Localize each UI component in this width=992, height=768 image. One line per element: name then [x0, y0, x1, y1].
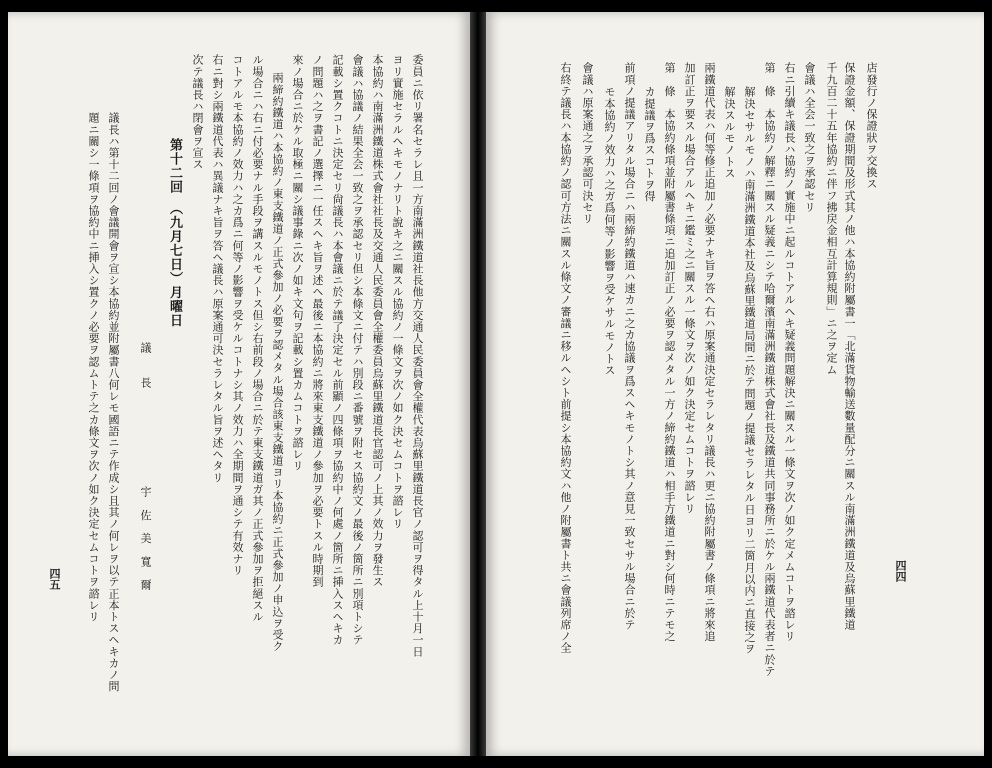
text-column: 次テ議長ハ閉會ヲ宣ス	[191, 54, 204, 170]
text-column: 千九百二十五年協約ニ伴フ拂戻金相互計算規則」ニ之ヲ定ム	[825, 62, 838, 376]
text-column: 解決スルモノトス	[723, 86, 736, 179]
page-number: 四五	[48, 568, 61, 590]
text-column: 右終テ議長ハ本協約ノ認可方法ニ關スル條文ノ審議ニ移ルヘシト前提シ本協約文ハ他ノ附屬書ト共ニ會議列席ノ全	[559, 62, 572, 654]
text-column: ヨリ實施セラルヘキモノナリト說キ之ニ關スル協約ノ一條文ヲ次ノ如ク決セムコトヲ諮レリ	[391, 54, 404, 530]
text-column: 兩締約鐵道ハ本協約ノ東支鐵道ノ正式參加ノ必要ヲ認メタル場合該東支鐵道ヨリ本協約ニ正式參加ノ申込ヲ受ク	[271, 72, 284, 652]
text-column: 解決セサルモノハ南滿洲鐵道本社及烏蘇里鐵道局間ニ於テ問題ノ提議セラレタル日ヨリ二箇月以内ニ直接之ヲ	[743, 86, 756, 655]
text-column: 加訂正ヲ要スル場合アルヘキニ鑑ミ之ニ關スル一條文ヲ次ノ如ク決定セムコトヲ諮レリ	[683, 62, 696, 515]
text-column: カ提議ヲ爲スコトヲ得	[643, 86, 656, 202]
text-column: 議長ハ第十二回ノ會議開會ヲ宣シ本協約並附屬書八何レモ國語ニテ作成シ且其ノ何レヲ以テ正本トスヘキカノ問	[107, 112, 120, 692]
text-column: 右ニ對シ兩鐵道代表ハ異議ナキ旨ヲ答ヘ議長ハ原案通可決セラレタル旨ヲ述ヘタリ	[211, 54, 224, 484]
text-column: 右ニ引續キ議長ハ協約ノ實施中ニ起ルコトアルヘキ疑義問題解決ニ關スル一條文ヲ次ノ如ク定メムコトヲ諮レリ	[783, 62, 796, 642]
book-gutter	[470, 12, 486, 756]
right-page	[486, 12, 984, 756]
text-column: ル場合ニハ右ニ付必要ナル手段ヲ講スルモノトス但シ右前段ノ場合ニ於テ東支鐵道ガ其ノ正式參加ヲ拒絕スル	[251, 54, 264, 623]
text-column: 保證金額、保證期間及形式其ノ他ハ本協約附屬書一「北滿貨物輸送數量配分ニ關スル南滿洲鐵道及烏蘇里鐵道	[843, 62, 856, 631]
text-column: 第 條 本協約ノ解釋ニ關スル疑義ニシテ哈爾濱南滿洲鐵道株式會社長及鐵道共同事務所ニ於ケル兩鐵道代表者ニ於テ	[763, 62, 776, 677]
left-page	[8, 12, 470, 756]
text-column: 本協約ハ南滿洲鐵道株式會社社長及交通人民委員會全權委員烏蘇里鐵道長官認可ノ上其ノ效力ヲ發生ス	[371, 54, 384, 588]
page-number: 四四	[894, 560, 907, 582]
text-column: 會議ハ原案通之ヲ承認可決セリ	[581, 62, 594, 225]
text-column: 會議ハ協議ノ結果全会一致之ヲ承認セリ但シ本條文ニ付テハ別段ニ番號ヲ附セス協約文ノ最後ノ箇所ニ別項トシテ	[351, 54, 364, 646]
text-column: ノ問題ハ之ヲ書記ノ選擇ニ一任スヘキ旨ヲ述ヘ最後ニ本協約ニ將來東支鐵道ノ參加ヲ必要トスル時期到	[311, 54, 324, 588]
text-column: 店發行ノ保證狀ヲ交換ス	[865, 62, 878, 190]
text-column: モ本協約ノ效力ハ之ガ爲何等ノ影響ヲ受ケサルモノトス	[603, 86, 616, 376]
text-column: 題ニ關シ一條項ヲ協約中ニ挿入シ置クノ必要ヲ認ムトテ之カ條文ヲ次ノ如ク決定セムコトヲ諮レリ	[87, 112, 100, 623]
text-column: 兩鐵道代表ハ何等修正追加ノ必要ナキ旨ヲ答ヘ右ハ原案通決定セラレタリ議長ハ更ニ協約附屬書ノ條項ニ將來追	[703, 62, 716, 642]
text-column: 委員ニ依リ署名セラレ且一方南滿洲鐵道社長他方交通人民委員會全權代表烏蘇里鐵道長官ノ認可ヲ得タル上十月一日	[411, 54, 424, 658]
text-column: 來ノ場合ニ於ケル取極ニ關シ議事錄ニ次ノ如キ文句ヲ記載シ置カムコトヲ諮レリ	[291, 54, 304, 472]
chairman-title: 議 長	[139, 342, 152, 389]
text-column: 前項ノ提議アリタル場合ニハ兩締約鐵道ハ速カニ之カ協議ヲ爲スヘキモノトシ其ノ意見一致セサル場合ニ於テ	[623, 62, 636, 631]
session-heading: 第十二回 （九月七日）月曜日	[167, 138, 182, 328]
chairman-name: 宇 佐 美 寬 爾	[139, 486, 152, 591]
text-column: 記載シ置クコトニ決定セリ尙議長ハ本會議ニ於テ議了決定セル前顯ノ四條項ヲ協約中ノ何處ノ箇所ニ挿入スヘキカ	[331, 54, 344, 646]
text-column: 第 條 本協約條項並附屬書條項ニ追加訂正ノ必要ヲ認メタル一方ノ締約鐵道ハ相手方鐵道ニ對シ何時ニテモ之	[663, 62, 676, 642]
text-column: コトアルモ本協約ノ效力ハ之カ爲ニ何等ノ影響ヲ受ケルコトナシ其ノ效力ハ全期間ヲ通シテ有效ナリ	[231, 54, 244, 576]
text-column: 會議ハ全会一致之ヲ承認セリ	[803, 62, 816, 213]
